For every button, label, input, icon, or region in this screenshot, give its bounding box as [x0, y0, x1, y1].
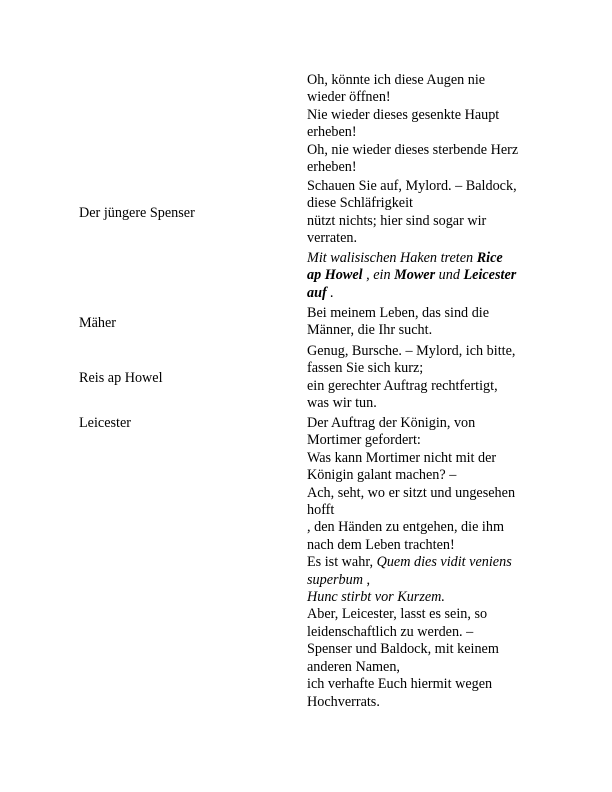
stage-name-rice: Rice: [476, 250, 503, 266]
speech-block-2: [307, 178, 535, 248]
stage-auf: auf: [307, 284, 327, 301]
speech-line: nach dem Leben trachten!: [307, 536, 455, 553]
speech-line: ich verhafte Euch hiermit wegen: [307, 676, 493, 693]
speech-line: Hochverrats.: [307, 693, 380, 710]
speech-line: was wir tun.: [307, 395, 377, 412]
speech-line: Ach, seht, wo er sitzt und ungesehen: [307, 484, 516, 501]
speech-block-1: [307, 72, 535, 176]
speech-line: Aber, Leicester, lasst es sein, so: [307, 606, 488, 623]
speech-line: hofft: [307, 502, 335, 519]
speech-line: leidenschaftlich zu werden. –: [307, 623, 474, 640]
speech-block-3: [307, 305, 535, 340]
speech-line: anderen Namen,: [307, 658, 400, 675]
stage-name-mower: Mower: [394, 267, 436, 284]
speech-line: Spenser und Baldock, mit keinem: [307, 641, 499, 658]
speech-line: Schauen Sie auf, Mylord. – Baldock,: [307, 178, 517, 194]
speech-text: ,: [362, 571, 371, 588]
stage-direction: [307, 250, 535, 302]
speech-line: Oh, nie wieder dieses sterbende Herz: [307, 141, 519, 158]
speech-line: nützt nichts; hier sind sogar wir: [307, 212, 487, 229]
stage-text: .: [326, 284, 334, 301]
speech-line: Genug, Bursche. – Mylord, ich bitte,: [307, 343, 516, 359]
speech-line: diese Schläfrigkeit: [307, 195, 413, 212]
speech-line: verraten.: [307, 230, 358, 247]
speech-line: Der Auftrag der Königin, von: [307, 415, 476, 431]
stage-text: Mit walisischen Haken treten: [307, 250, 477, 266]
speech-line: erheben!: [307, 159, 357, 176]
speech-line: Männer, die Ihr sucht.: [307, 322, 433, 339]
speaker-name: Der jüngere Spenser: [79, 205, 195, 221]
speech-line: Nie wieder dieses gesenkte Haupt: [307, 106, 500, 123]
speech-line: Mortimer gefordert:: [307, 432, 421, 449]
speech-line: Oh, könnte ich diese Augen nie: [307, 72, 486, 88]
latin-quote: Hunc stirbt vor Kurzem.: [307, 589, 445, 606]
stage-text: und: [435, 267, 464, 284]
speech-line: wieder öffnen!: [307, 89, 391, 106]
stage-name-leicester: Leicester: [463, 267, 517, 284]
stage-text: , ein: [362, 267, 395, 284]
speech-line: fassen Sie sich kurz;: [307, 360, 424, 377]
speech-block-4: [307, 343, 535, 413]
speech-text: Es ist wahr,: [307, 554, 377, 571]
speech-line: Was kann Mortimer nicht mit der: [307, 449, 497, 466]
latin-quote: Quem dies vidit veniens: [376, 554, 512, 571]
speaker-name: Reis ap Howel: [79, 370, 163, 386]
speech-line: Bei meinem Leben, das sind die: [307, 305, 490, 321]
speech-line: erheben!: [307, 124, 357, 141]
speaker-name: Leicester: [79, 415, 131, 431]
speech-line: Königin galant machen? –: [307, 467, 457, 484]
speech-line: , den Händen zu entgehen, die ihm: [307, 519, 504, 536]
stage-name-aphowel: ap Howel: [307, 267, 363, 284]
speech-line: ein gerechter Auftrag rechtfertigt,: [307, 377, 498, 394]
speech-block-5: [307, 415, 535, 711]
latin-quote: superbum: [307, 571, 363, 588]
speaker-name: Mäher: [79, 315, 117, 331]
